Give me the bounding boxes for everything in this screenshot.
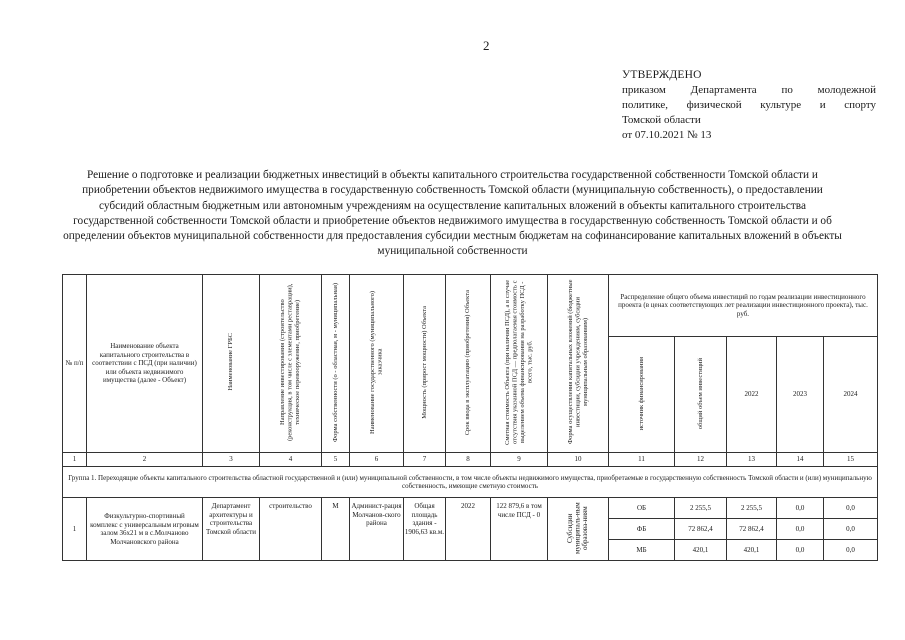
page-number: 2 — [483, 38, 490, 53]
year-2023-cell: 0,0 — [777, 540, 824, 561]
header-row-top — [63, 275, 878, 337]
document-title: Решение о подготовке и реализации бюджетных инвестиций в объекты капитального строительства государственной собственности Томской области и приобретении объектов недвижимого имущества в государственную собственность Томской области (муниципальную собственность), о предоставлении субсидий областным бюджетным или автономным учреждениям на осуществление капитальных вложений в объекты капитального строительства государственной собственности Томской области и приобретение объектов недвижимого имущества в государственную собственность Томской области и об определении объектов муниципальной собственности для предоставления субсидии местным бюджетам на софинансирование капитальных вложений в объекты муниципальной собственности — [63, 169, 842, 258]
approval-line-1: приказом Департамента по молодежной — [622, 84, 876, 96]
header-num: № п/п — [63, 275, 87, 453]
column-number: 3 — [203, 453, 260, 467]
header-total: общий объем инвестиций — [696, 357, 704, 429]
approval-line-3: Томской области — [622, 114, 701, 126]
column-number: 10 — [548, 453, 609, 467]
approval-line-4: от 07.10.2021 № 13 — [622, 129, 712, 141]
header-term: Срок ввода в эксплуатацию (приобретения) Объекта — [464, 289, 472, 435]
source-cell: ФБ — [609, 519, 675, 540]
total-cell: 2 255,5 — [675, 498, 727, 519]
row-num: 1 — [63, 498, 87, 561]
total-cell: 420,1 — [675, 540, 727, 561]
header-capacity: Мощность (прирост мощности) Объекта — [420, 305, 428, 419]
source-cell: МБ — [609, 540, 675, 561]
header-ownership: Форма собственности (о - областная, м - муниципальная) — [331, 282, 339, 442]
year-2024-cell: 0,0 — [824, 498, 878, 519]
row-capacity: Общая площадь здания - 1906,63 кв.м. — [404, 498, 446, 561]
header-cost: Сметная стоимость Объекта (при наличии ПСД), а в случае отсутствия указанной ПСД — предполагаемая стоимость с выделением объема финансирования на разработку ПСД - всего, тыс. руб. — [504, 279, 534, 445]
column-number: 7 — [404, 453, 446, 467]
column-number: 1 — [63, 453, 87, 467]
group-heading: Группа 1. Переходящие объекты капитального строительства областной государственной и (или) муниципальной собственности, в том числе объекты недвижимого имущества, приобретаемые в государственную собственность Томской области и (или) муниципальную собственность, имеющие сметную стоимость — [63, 467, 878, 498]
row-customer: Админист-рация Молчанов-ского района — [350, 498, 404, 561]
column-number: 4 — [260, 453, 322, 467]
approval-line-2: политике, физической культуре и спорту — [622, 99, 876, 111]
header-direction: Направление инвестирования (строительство (реконструкция, в том числе с элементами реставрации), техническое перевооружение, приобретение) — [279, 283, 302, 441]
column-number: 8 — [446, 453, 491, 467]
source-cell: ОБ — [609, 498, 675, 519]
row-term: 2022 — [446, 498, 491, 561]
column-number: 12 — [675, 453, 727, 467]
row-form: Субсидии муниципаль-ным образова-ниям — [565, 501, 589, 554]
column-number: 2 — [87, 453, 203, 467]
column-number: 6 — [350, 453, 404, 467]
header-year-2022: 2022 — [727, 337, 777, 453]
approval-heading: УТВЕРЖДЕНО — [622, 69, 702, 81]
header-source: источник финансирования — [637, 356, 645, 430]
column-number-row — [63, 453, 878, 467]
column-number: 15 — [824, 453, 878, 467]
row-grbs: Департамент архитектуры и строительства Томской области — [203, 498, 260, 561]
column-number: 9 — [491, 453, 548, 467]
approval-stamp — [622, 68, 876, 143]
row-direction: строительство — [260, 498, 322, 561]
investment-table — [62, 274, 878, 561]
row-cost: 122 879,6 в том числе ПСД - 0 — [491, 498, 548, 561]
row-ownership: М — [322, 498, 350, 561]
year-2024-cell: 0,0 — [824, 519, 878, 540]
header-grbs: Наименование ГРБС — [227, 333, 235, 392]
year-2024-cell: 0,0 — [824, 540, 878, 561]
column-number: 13 — [727, 453, 777, 467]
year-2022-cell: 420,1 — [727, 540, 777, 561]
header-form: Форма осуществления капитальных вложений (бюджетные инвестиции, субсидии учреждениям, субсидии муниципальным образованиям) — [566, 280, 589, 445]
year-2023-cell: 0,0 — [777, 498, 824, 519]
header-year-2024: 2024 — [824, 337, 878, 453]
table-row — [63, 498, 878, 519]
header-object-name: Наименование объекта капитального строительства в соответствии с ПСД (при наличии) или объекта недвижимого имущества (далее - Объект) — [87, 275, 203, 453]
group-row — [63, 467, 878, 498]
column-number: 11 — [609, 453, 675, 467]
row-object-name: Физкультурно-спортивный комплекс с универсальным игровым залом 36х21 м в с.Молчаново Молчановского района — [87, 498, 203, 561]
header-customer: Наименование государственного (муниципального) заказчика — [369, 290, 384, 434]
year-2023-cell: 0,0 — [777, 519, 824, 540]
column-number: 5 — [322, 453, 350, 467]
year-2022-cell: 72 862,4 — [727, 519, 777, 540]
total-cell: 72 862,4 — [675, 519, 727, 540]
header-distribution: Распределение общего объема инвестиций по годам реализации инвестиционного проекта (в ценах соответствующих лет реализации инвестиционного проекта), тыс. руб. — [609, 275, 878, 337]
header-year-2023: 2023 — [777, 337, 824, 453]
column-number: 14 — [777, 453, 824, 467]
year-2022-cell: 2 255,5 — [727, 498, 777, 519]
